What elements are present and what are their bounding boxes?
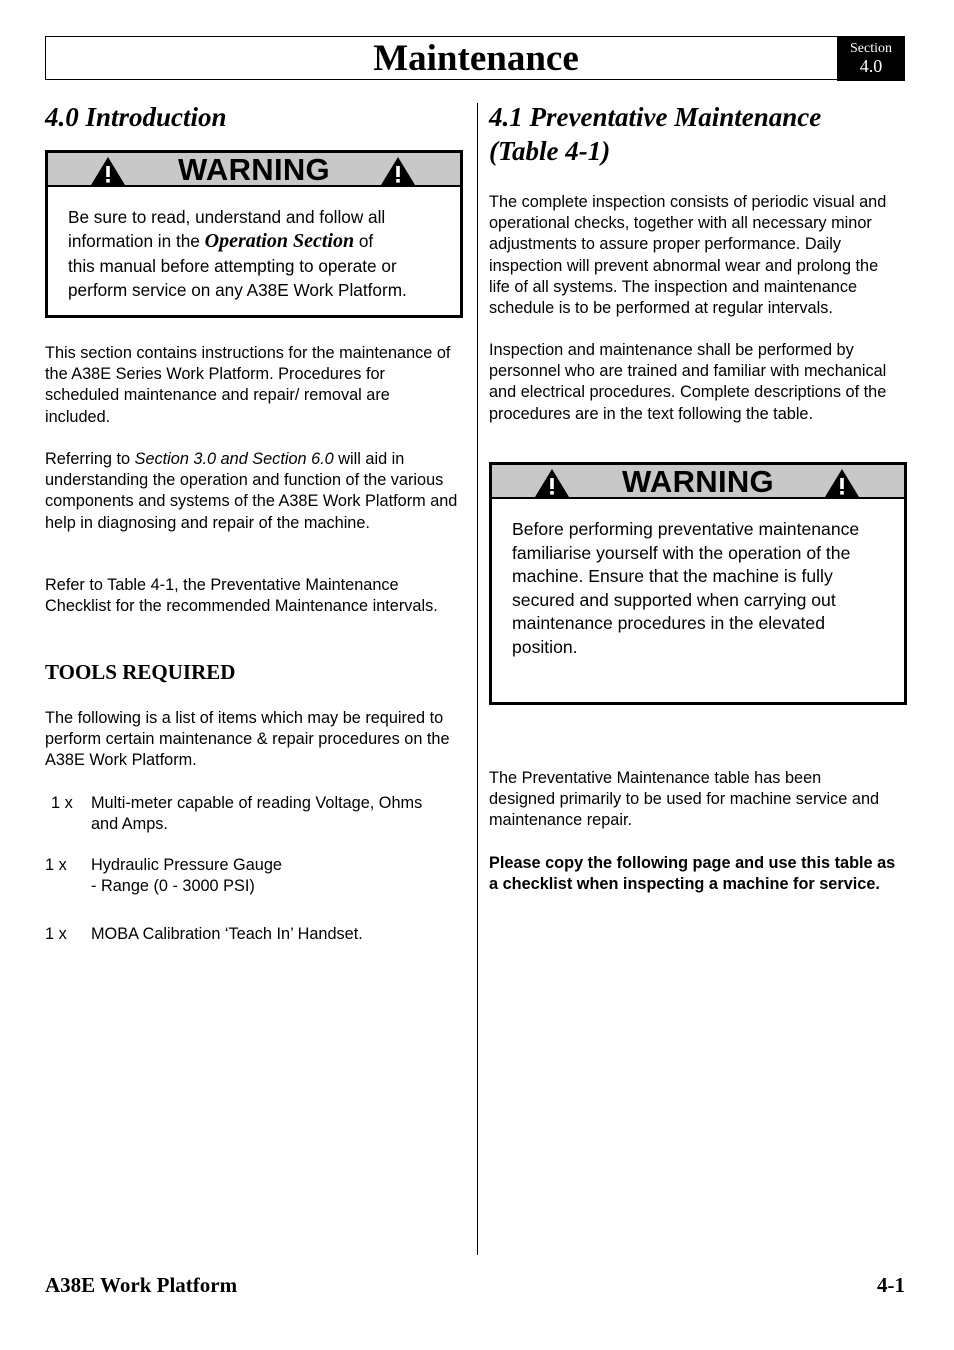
tool-text: - Range (0 - 3000 PSI) [91, 877, 255, 896]
tool-text: Multi-meter capable of reading Voltage, Ohms [91, 794, 423, 812]
personnel-paragraph: Inspection and maintenance shall be performed by personnel who are trained and familiar with mechanical and electrical procedures. Complete descriptions of the procedures are in the text following the table. [489, 341, 887, 423]
page-title: Maintenance [373, 38, 579, 79]
reference-paragraph [45, 449, 463, 534]
warning-box-left [45, 150, 463, 318]
section-label: Section [850, 41, 892, 56]
tool-text: and Amps. [91, 815, 168, 834]
warning-text-span: of [354, 231, 374, 252]
tool-qty: 1 x [45, 856, 67, 874]
warning-triangle-icon [380, 156, 416, 186]
inspection-paragraph: The complete inspection consists of periodic visual and operational checks, together with all necessary minor adjustments to assure proper performance. Daily inspection will prevent abnormal wear and prolong the life of all systems. The inspection and maintenance schedule is to be performed at regular intervals. [489, 193, 887, 318]
text-span: Referring to [45, 450, 135, 468]
table-reference-paragraph: Refer to Table 4-1, the Preventative Maintenance Checklist for the recommended Maintenance intervals. [45, 576, 438, 616]
warning-text-span: information in the [68, 231, 205, 252]
tool-qty: 1 x [51, 794, 73, 812]
operation-section-ref: Operation Section [204, 230, 355, 253]
warning-text [68, 205, 458, 303]
tool-item-multimeter [91, 793, 461, 835]
warning-triangle-icon [824, 468, 860, 498]
warning-header-bar [48, 153, 460, 187]
warning-header-bar [492, 465, 904, 499]
section-number: 4.0 [859, 56, 883, 76]
table-description-paragraph: The Preventative Maintenance table has been designed primarily to be used for machine service and maintenance repair. [489, 769, 880, 830]
intro-paragraph: This section contains instructions for the maintenance of the A38E Series Work Platform. Procedures for scheduled maintenance and repair/ removal are included. [45, 344, 451, 426]
footer-product-name: A38E Work Platform [45, 1273, 238, 1297]
text-span: will aid in understanding the operation and function of the various components and systems of the A38E Work Platform and help in diagnosing and repair of the machine. [45, 450, 458, 532]
heading-line: 4.1 Preventative Maintenance [489, 102, 822, 132]
warning-box-right [489, 462, 907, 705]
section-badge [837, 36, 905, 81]
heading-line: (Table 4-1) [489, 136, 611, 166]
tool-qty: 1 x [45, 925, 67, 943]
tool-text: MOBA Calibration ‘Teach In’ Handset. [91, 925, 363, 943]
warning-title: WARNING [178, 152, 330, 187]
tool-item-moba-handset [91, 924, 461, 945]
copy-instruction: Please copy the following page and use this table as a checklist when inspecting a machine for service. [489, 854, 896, 894]
column-divider [477, 103, 478, 1255]
warning-text: Before performing preventative maintenance familiarise yourself with the operation of the machine. Ensure that the machine is fully secured and supported when carrying out maintenance procedures in the elevated position. [512, 519, 860, 657]
warning-title: WARNING [622, 464, 774, 499]
page-number: 4-1 [877, 1273, 905, 1297]
intro-heading: 4.0 Introduction [45, 102, 227, 132]
warning-line: perform service on any A38E Work Platform. [68, 280, 407, 301]
tools-heading: TOOLS REQUIRED [45, 660, 236, 684]
tool-text: Hydraulic Pressure Gauge [91, 856, 282, 874]
warning-line: Be sure to read, understand and follow all [68, 207, 386, 227]
warning-line [68, 229, 458, 253]
preventative-maintenance-heading [489, 100, 909, 168]
page-header [45, 36, 905, 80]
tools-intro: The following is a list of items which may be required to perform certain maintenance & repair procedures on the A38E Work Platform. [45, 709, 450, 770]
section-reference: Section 3.0 and Section 6.0 [134, 450, 334, 468]
warning-line: this manual before attempting to operate or [68, 255, 397, 276]
tool-item-pressure-gauge [91, 855, 461, 897]
